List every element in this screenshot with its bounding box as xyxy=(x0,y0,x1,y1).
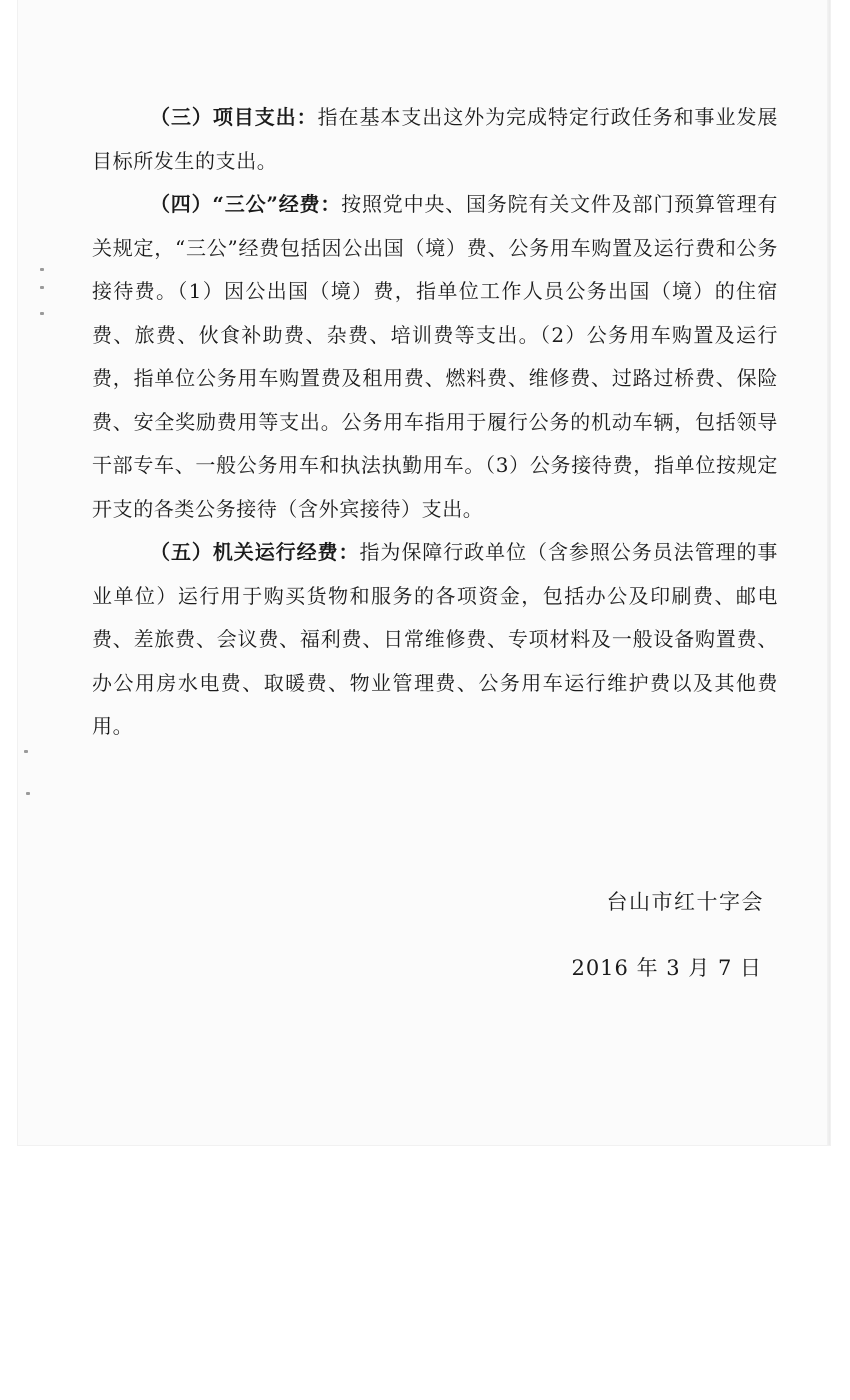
section-heading: （五）机关运行经费： xyxy=(150,540,360,564)
binding-hole-mark xyxy=(40,286,44,289)
document-body xyxy=(92,96,778,749)
section-text: 按照党中央、国务院有关文件及部门预算管理有关规定，“三公”经费包括因公出国（境）费、公务用车购置及运行费和公务接待费。（1）因公出国（境）费，指单位工作人员公务出国（境）的住宿费、旅费、伙食补助费、杂费、培训费等支出。（2）公务用车购置及运行费，指单位公务用车购置费及租用费、燃料费、维修费、过路过桥费、保险费、安全奖励费用等支出。公务用车指用于履行公务的机动车辆，包括领导干部专车、一般公务用车和执法执勤用车。（3）公务接待费，指单位按规定开支的各类公务接待（含外宾接待）支出。 xyxy=(92,192,778,521)
binding-hole-mark xyxy=(40,312,44,315)
issuing-organization: 台山市红十字会 xyxy=(606,890,764,914)
binding-hole-mark xyxy=(40,268,44,271)
section-three-public-expenses xyxy=(92,183,778,531)
section-text: 指为保障行政单位（含参照公务员法管理的事业单位）运行用于购买货物和服务的各项资金，包括办公及印刷费、邮电费、差旅费、会议费、福利费、日常维修费、专项材料及一般设备购置费、办公用房水电费、取暖费、物业管理费、公务用车运行维护费以及其他费用。 xyxy=(92,540,779,738)
section-agency-operating-expenses xyxy=(92,531,778,749)
section-heading: （三）项目支出： xyxy=(150,105,318,129)
binding-hole-mark xyxy=(24,750,28,753)
section-heading: （四）“三公”经费： xyxy=(150,192,342,216)
section-project-expenditure xyxy=(92,96,778,183)
issue-date: 2016 年 3 月 7 日 xyxy=(571,956,762,980)
binding-hole-mark xyxy=(26,792,30,795)
page-edge-shadow xyxy=(827,0,830,1145)
section-text: 指在基本支出这外为完成特定行政任务和事业发展目标所发生的支出。 xyxy=(92,105,778,173)
